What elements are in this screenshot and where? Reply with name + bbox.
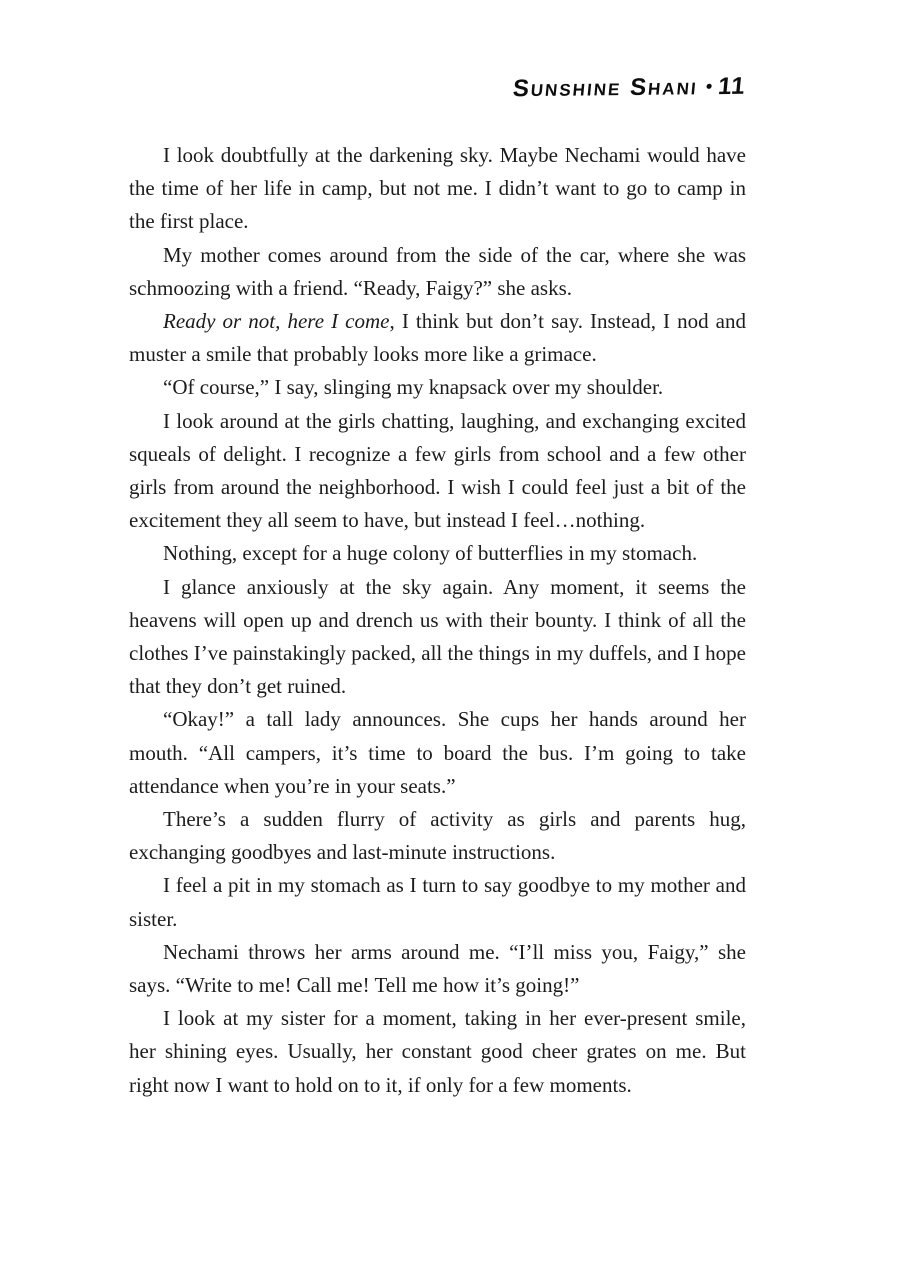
- italic-text: Ready or not, here I come: [163, 309, 390, 334]
- body-text-segment: “Of course,” I say, slinging my knapsack over my shoulder.: [163, 375, 664, 400]
- body-text-segment: There’s a sudden flurry of activity as girls and parents hug, exchanging goodbyes and last-minute instructions.: [129, 807, 746, 865]
- body-text-segment: My mother comes around from the side of the car, where she was schmoozing with a friend. “Ready, Faigy?” she asks.: [129, 242, 746, 300]
- body-text-segment: Nechami throws her arms around me. “I’ll miss you, Faigy,” she says. “Write to me! Call me! Tell me how it’s going!”: [129, 939, 746, 998]
- paragraph: [129, 139, 746, 239]
- paragraph: [129, 305, 746, 371]
- page-body: [129, 139, 746, 1102]
- paragraph: [129, 405, 746, 538]
- separator-dot: •: [704, 76, 713, 97]
- paragraph: [129, 803, 746, 869]
- paragraph: [129, 571, 746, 704]
- book-title: Sunshine Shani: [511, 73, 699, 103]
- body-text-segment: , I think but don’t say. Instead, I nod and muster a smile that probably looks more like a grimace.: [129, 309, 747, 367]
- page-number: 11: [716, 72, 747, 101]
- paragraph: [129, 537, 746, 570]
- body-text-segment: I look at my sister for a moment, taking in her ever-present smile, her shining eyes. Usually, her constant good cheer grates on me. But right now I want to hold on to it, if only for a few moments.: [129, 1006, 746, 1097]
- paragraph: [129, 869, 746, 935]
- page-header: [511, 73, 746, 103]
- paragraph: [129, 1002, 746, 1102]
- body-text-segment: I glance anxiously at the sky again. Any moment, it seems the heavens will open up and drench us with their bounty. I think of all the clothes I’ve painstakingly packed, all the things in my duffels, and I hope that they don’t get ruined.: [129, 574, 746, 699]
- body-text-segment: “Okay!” a tall lady announces. She cups her hands around her mouth. “All campers, it’s time to board the bus. I’m going to take attendance when you’re in your seats.”: [129, 707, 746, 798]
- body-text-segment: Nothing, except for a huge colony of butterflies in my stomach.: [163, 541, 698, 566]
- body-text-segment: I feel a pit in my stomach as I turn to say goodbye to my mother and sister.: [129, 873, 746, 931]
- paragraph: [129, 936, 746, 1002]
- paragraph: [129, 703, 746, 803]
- paragraph: [129, 239, 746, 305]
- body-text-segment: I look around at the girls chatting, laughing, and exchanging excited squeals of delight. I recognize a few girls from school and a few other girls from around the neighborhood. I wish I could feel just a bit of the excitement they all seem to have, but instead I feel…nothing.: [129, 408, 746, 533]
- body-text-segment: I look doubtfully at the darkening sky. Maybe Nechami would have the time of her life in camp, but not me. I didn’t want to go to camp in the first place.: [129, 143, 746, 234]
- paragraph: [129, 371, 746, 404]
